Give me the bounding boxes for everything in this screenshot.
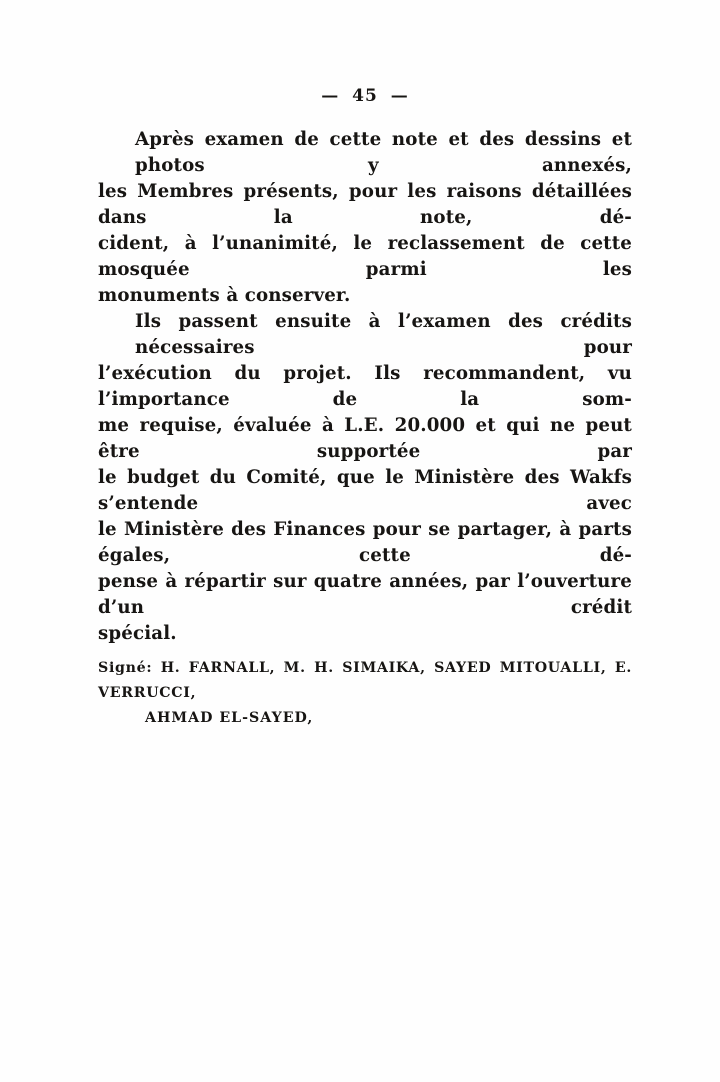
page-number: — 45 — <box>321 86 409 106</box>
text-line: Ils passent ensuite à l’examen des crédits nécessaires pour <box>135 311 632 358</box>
text-line: me requise, évaluée à L.E. 20.000 et qui ne peut être supportée par <box>98 415 632 462</box>
text-block <box>98 86 632 731</box>
text-line: Après examen de cette note et des dessins et photos y annexés, <box>135 129 632 176</box>
text-line: cident, à l’unanimité, le reclassement de cette mosquée parmi les <box>98 233 632 280</box>
paragraph-1 <box>98 127 632 309</box>
text-line: pense à répartir sur quatre années, par l’ouverture d’un crédit <box>98 571 632 618</box>
signature-block <box>98 656 632 731</box>
text-line: le Ministère des Finances pour se partager, à parts égales, cette dé- <box>98 519 632 566</box>
signature-line: Signé: H. FARNALL, M. H. SIMAIKA, SAYED MITOUALLI, E. VERRUCCI, <box>98 660 632 701</box>
text-line: l’exécution du projet. Ils recommandent, vu l’importance de la som- <box>98 363 632 410</box>
text-line: monuments à conserver. <box>98 285 351 306</box>
signature-line: AHMAD EL-SAYED, <box>145 710 314 726</box>
text-line: les Membres présents, pour les raisons détaillées dans la note, dé- <box>98 181 632 228</box>
paragraph-2 <box>98 309 632 647</box>
text-line: spécial. <box>98 623 177 644</box>
text-line: le budget du Comité, que le Ministère des Wakfs s’entende avec <box>98 467 632 514</box>
